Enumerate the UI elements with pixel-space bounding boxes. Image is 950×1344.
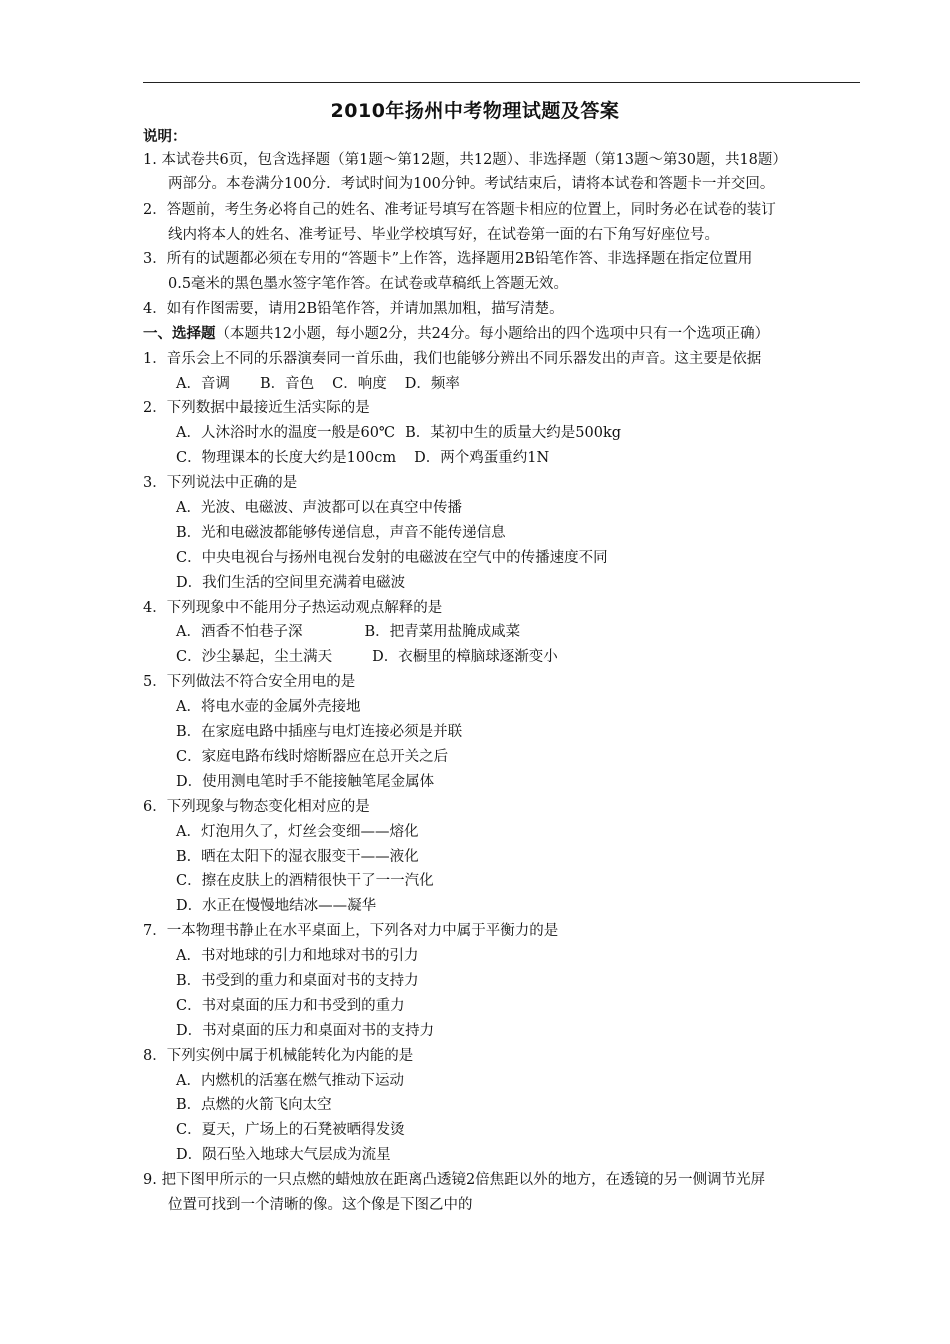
question-2-options-row-2: [176, 448, 896, 468]
question-6-option-c: C．擦在皮肤上的酒精很快干了一一汽化: [176, 873, 434, 889]
question-1-option-a: A．音调: [176, 376, 230, 392]
top-rule: [143, 82, 860, 83]
question-1-stem: 1．音乐会上不同的乐器演奏同一首乐曲，我们也能够分辨出不同乐器发出的声音。这主要是依据: [143, 351, 762, 367]
question-6-stem: 6．下列现象与物态变化相对应的是: [143, 799, 370, 815]
question-6-option-a: A．灯泡用久了，灯丝会变细——熔化: [176, 824, 419, 840]
question-1-option-d: D．频率: [404, 376, 460, 392]
question-7-option-a: A．书对地球的引力和地球对书的引力: [176, 948, 419, 964]
question-2-option-b: B．某初中生的质量大约是500kg: [405, 425, 622, 441]
question-5-option-c: C．家庭电路布线时熔断器应在总开关之后: [176, 749, 449, 765]
note-2-line-2: 线内将本人的姓名、准考证号、毕业学校填写好，在试卷第一面的右下角写好座位号。: [168, 227, 719, 243]
question-8-stem: 8．下列实例中属于机械能转化为内能的是: [143, 1048, 414, 1064]
question-4-option-c: C．沙尘暴起，尘土满天: [176, 649, 333, 665]
question-1-options: [176, 374, 896, 394]
question-5-option-d: D．使用测电笔时手不能接触笔尾金属体: [176, 774, 435, 790]
question-5-stem: 5．下列做法不符合安全用电的是: [143, 674, 356, 690]
question-4-option-d: D．衣橱里的樟脑球逐渐变小: [372, 649, 558, 665]
question-3-option-a: A．光波、电磁波、声波都可以在真空中传播: [176, 500, 462, 516]
note-3-line-2: 0.5毫米的黑色墨水签字笔作答。在试卷或草稿纸上答题无效。: [168, 276, 569, 292]
question-8-option-a: A．内燃机的活塞在燃气推动下运动: [176, 1073, 404, 1089]
section-1-description: （本题共12小题，每小题2分，共24分。每小题给出的四个选项中只有一个选项正确）: [215, 326, 770, 342]
question-8-option-c: C．夏天，广场上的石凳被晒得发烫: [176, 1122, 405, 1138]
section-1-title: 一、选择题: [143, 326, 216, 342]
question-1-option-b: B．音色: [259, 376, 315, 392]
question-3-option-d: D．我们生活的空间里充满着电磁波: [176, 575, 406, 591]
question-2-option-c: C．物理课本的长度大约是100cm: [176, 450, 397, 466]
note-4: 4．如有作图需要，请用2B铅笔作答，并请加黑加粗，描写清楚。: [143, 301, 564, 317]
question-4-stem: 4．下列现象中不能用分子热运动观点解释的是: [143, 600, 443, 616]
question-4-option-a: A．酒香不怕巷子深: [176, 624, 303, 640]
question-4-options-row-1: [176, 622, 896, 642]
question-3-option-c: C．中央电视台与扬州电视台发射的电磁波在空气中的传播速度不同: [176, 550, 608, 566]
question-6-option-d: D．水正在慢慢地结冰——凝华: [176, 898, 377, 914]
question-8-option-b: B．点燃的火箭飞向太空: [176, 1097, 332, 1113]
note-1-line-2: 两部分。本卷满分100分．考试时间为100分钟。考试结束后，请将本试卷和答题卡一并交回。: [168, 176, 775, 192]
question-5-option-b: B．在家庭电路中插座与电灯连接必须是并联: [176, 724, 463, 740]
question-2-option-a: A．人沐浴时水的温度一般是60℃: [176, 425, 396, 441]
question-1-option-c: C．响度: [332, 376, 387, 392]
note-3-line-1: 3．所有的试题都必须在专用的“答题卡”上作答，选择题用2B铅笔作答、非选择题在指定位置用: [143, 251, 753, 267]
question-2-options-row-1: [176, 423, 896, 443]
question-7-option-d: D．书对桌面的压力和桌面对书的支持力: [176, 1023, 435, 1039]
question-4-options-row-2: [176, 647, 896, 667]
page-title: 2010年扬州中考物理试题及答案: [330, 100, 620, 122]
question-2-option-d: D．两个鸡蛋重约1N: [414, 450, 550, 466]
note-1-line-1: 1. 本试卷共6页，包含选择题（第1题～第12题，共12题）、非选择题（第13题～第30题，共18题）: [143, 152, 787, 168]
question-3-stem: 3．下列说法中正确的是: [143, 475, 298, 491]
question-4-option-b: B．把青菜用盐腌成咸菜: [364, 624, 521, 640]
question-6-option-b: B．晒在太阳下的湿衣服变干——液化: [176, 849, 419, 865]
question-3-option-b: B．光和电磁波都能够传递信息，声音不能传递信息: [176, 525, 506, 541]
question-2-stem: 2．下列数据中最接近生活实际的是: [143, 400, 370, 416]
question-7-stem: 7．一本物理书静止在水平桌面上，下列各对力中属于平衡力的是: [143, 923, 559, 939]
note-2-line-1: 2．答题前，考生务必将自己的姓名、准考证号填写在答题卡相应的位置上，同时务必在试卷的装订: [143, 202, 776, 218]
question-5-option-a: A．将电水壶的金属外壳接地: [176, 699, 361, 715]
question-7-option-b: B．书受到的重力和桌面对书的支持力: [176, 973, 419, 989]
question-9-stem-line-2: 位置可找到一个清晰的像。这个像是下图乙中的: [168, 1197, 473, 1213]
question-7-option-c: C．书对桌面的压力和书受到的重力: [176, 998, 405, 1014]
section-1-heading: [143, 324, 863, 344]
notes-header: 说明：: [143, 129, 187, 145]
question-9-stem-line-1: 9. 把下图甲所示的一只点燃的蜡烛放在距离凸透镜2倍焦距以外的地方，在透镜的另一侧调节光屏: [143, 1172, 766, 1188]
question-8-option-d: D．陨石坠入地球大气层成为流星: [176, 1147, 391, 1163]
